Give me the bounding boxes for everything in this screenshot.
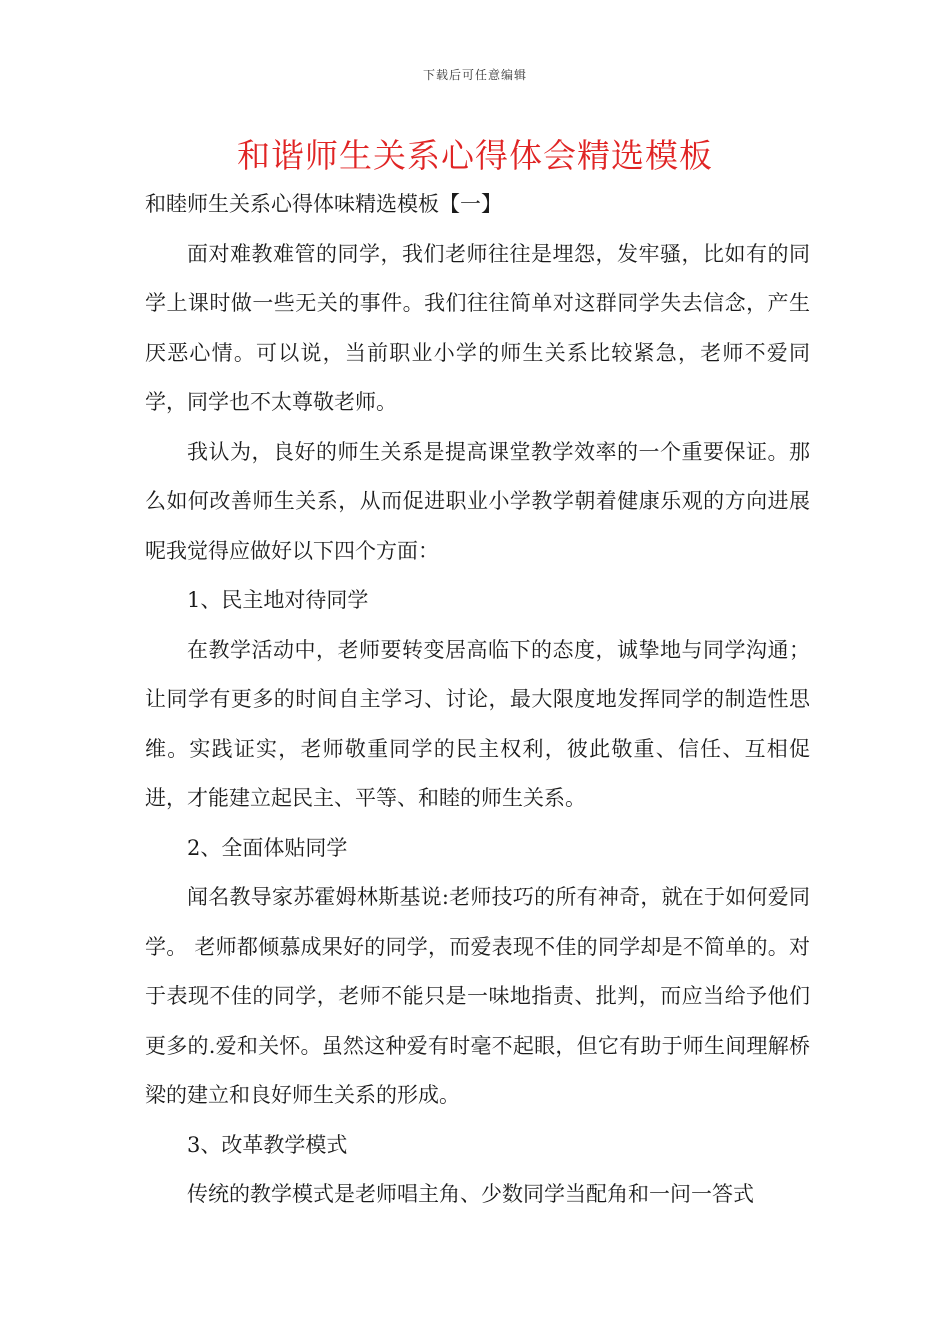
header-note: 下载后可任意编辑 [422,68,527,82]
paragraph-section-2: 闻名教导家苏霍姆林斯基说:老师技巧的所有神奇，就在于如何爱同学。 老师都倾慕成果好的同学，而爱表现不佳的同学却是不简单的。对于表现不佳的同学，老师不能只是一味地指责、批判，而应当给予他们更多的.爱和关怀。虽然这种爱有时毫不起眼，但它有助于师生间理解桥梁的建立和良好师生关系的形成。 [145,885,810,1107]
paragraph-thesis: 我认为，良好的师生关系是提高课堂教学效率的一个重要保证。那么如何改善师生关系，从而促进职业小学教学朝着健康乐观的方向进展呢我觉得应做好以下四个方面： [145,439,810,563]
document-body [145,180,810,1220]
document-title: 和谐师生关系心得体会精选模板 [237,136,713,175]
paragraph-section-1: 在教学活动中，老师要转变居高临下的态度，诚挚地与同学沟通；让同学有更多的时间自主学习、讨论，最大限度地发挥同学的制造性思维。实践证实，老师敬重同学的民主权利，彼此敬重、信任、互相促进，才能建立起民主、平等、和睦的师生关系。 [145,637,810,810]
document-subtitle: 和睦师生关系心得体味精选模板【一】 [145,192,502,216]
section-heading-2: 2、全面体贴同学 [187,835,348,860]
paragraph-section-3: 传统的教学模式是老师唱主角、少数同学当配角和一问一答式 [187,1182,754,1206]
paragraph-intro: 面对难教难管的同学，我们老师往往是埋怨，发牢骚，比如有的同学上课时做一些无关的事件。我们往往简单对这群同学失去信念，产生厌恶心情。可以说，当前职业小学的师生关系比较紧急，老师不爱同学，同学也不太尊敬老师。 [145,241,810,414]
section-heading-1: 1、民主地对待同学 [187,588,369,612]
section-heading-3: 3、改革教学模式 [187,1132,348,1157]
